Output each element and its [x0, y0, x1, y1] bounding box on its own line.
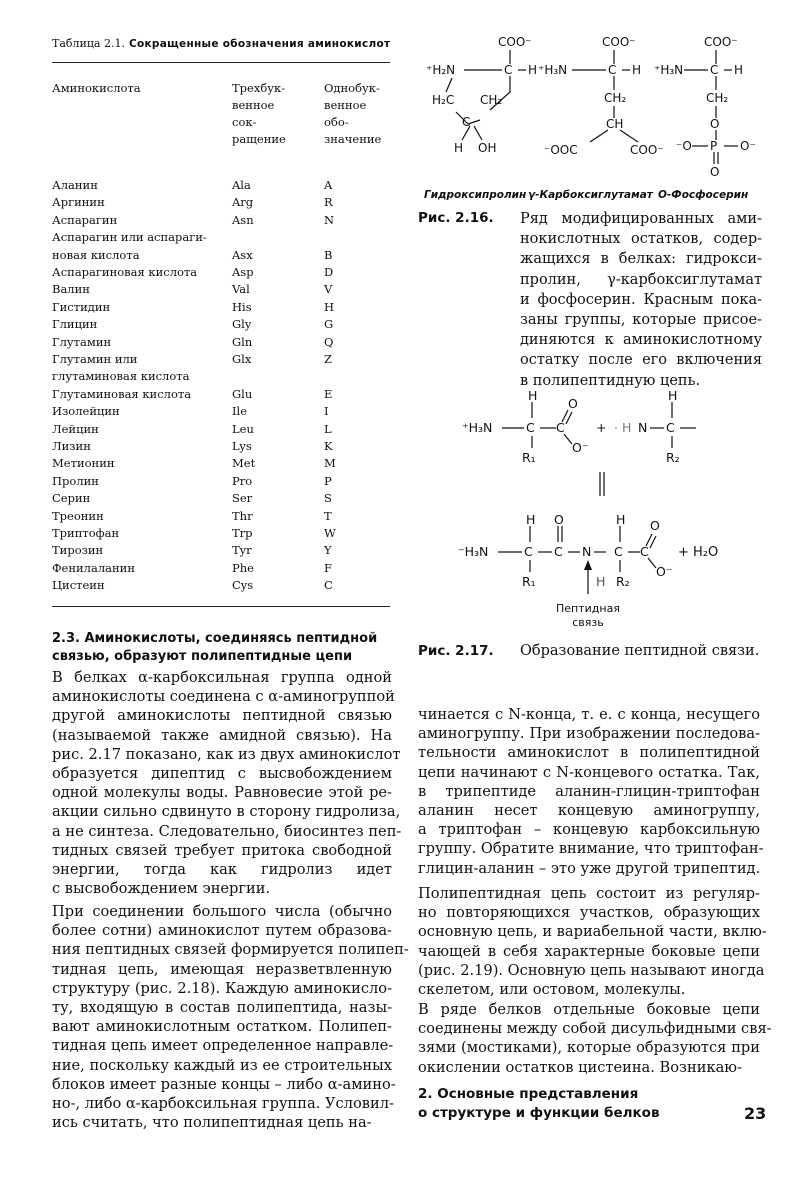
table-row: [52, 561, 392, 578]
cell-three-letter: His: [232, 299, 252, 314]
cell-three-letter: Phe: [232, 560, 254, 575]
cell-one-letter: H: [324, 299, 335, 314]
section-heading: 2.3. Аминокислоты, соединяясь пептидной связью, образуют полипептидные цепи: [52, 631, 378, 664]
page-number: 23: [744, 1104, 767, 1123]
svg-text:+: +: [596, 420, 607, 435]
table-row: [52, 404, 392, 421]
text-line: а триптофан – концевую карбоксильную: [418, 821, 760, 839]
text-line: образуется дипептид с высвобождением: [52, 764, 392, 782]
svg-text:COO⁻: COO⁻: [602, 35, 636, 49]
text-line: энергии, тогда как гидролиз идет: [52, 860, 392, 878]
cell-one-letter: S: [324, 491, 332, 506]
svg-text:· H: · H: [614, 420, 632, 435]
cell-one-letter: W: [324, 526, 336, 540]
water-product: + H₂O: [678, 545, 719, 560]
svg-text:C: C: [710, 63, 719, 77]
svg-text:H: H: [616, 512, 626, 527]
text-line: блоков имеет разные концы – либо α-амино-: [52, 1075, 396, 1093]
cell-one-letter: Y: [324, 543, 332, 558]
cell-one-letter: V: [324, 282, 333, 297]
cell-amino-acid: глутаминовая кислота: [52, 369, 190, 384]
cell-three-letter: Lys: [232, 439, 252, 453]
text-line: соединены между собой дисульфидными свя-: [418, 1020, 772, 1038]
right-paragraph-3: [418, 1000, 772, 1077]
text-line: В ряде белков отдельные боковые цепи: [418, 1001, 760, 1018]
svg-text:C: C: [640, 544, 649, 559]
cell-amino-acid: Гистидин: [52, 299, 111, 314]
table-row: [52, 352, 392, 369]
svg-text:H: H: [454, 141, 464, 155]
cell-three-letter: Glx: [232, 352, 252, 366]
cell-three-letter: Ser: [232, 491, 253, 506]
cell-one-letter: D: [324, 265, 334, 279]
cell-three-letter: Gly: [232, 317, 252, 332]
table-row: [52, 491, 392, 508]
running-footer: 2. Основные представления о структуре и функции белков: [418, 1086, 660, 1121]
svg-text:R₁: R₁: [522, 574, 536, 589]
cell-amino-acid: Лейцин: [52, 421, 99, 436]
svg-text:⁺H₃N: ⁺H₃N: [462, 420, 493, 435]
cell-amino-acid: Глутамин или: [52, 352, 138, 366]
table-top-rule: [52, 62, 390, 63]
text-line: рис. 2.17 показано, как из двух аминокислот: [52, 745, 401, 763]
cell-amino-acid: Аспарагин или аспараги-: [52, 230, 207, 245]
svg-text:C: C: [526, 420, 535, 435]
text-line: тидных связей требует притока свободной: [52, 841, 392, 859]
text-line: ту, входящую в состав полипептида, назы-: [52, 998, 392, 1016]
text-line: ния пептидных связей формируется полипеп-: [52, 941, 409, 959]
cell-one-letter: Q: [324, 334, 334, 349]
table-row: [52, 213, 392, 230]
svg-text:O: O: [710, 117, 720, 131]
svg-text:⁻O: ⁻O: [676, 139, 692, 153]
table-row: [52, 230, 392, 247]
text-line: чающей в себя характерные боковые цепи: [418, 942, 760, 960]
svg-text:R₂: R₂: [666, 450, 680, 465]
svg-text:H: H: [528, 63, 538, 77]
table-row: [52, 178, 392, 195]
text-line: но-, либо α-карбоксильная группа. Условил-: [52, 1094, 394, 1112]
peptide-bond-label-2: связь: [572, 616, 604, 629]
table-caption-prefix: Таблица 2.1.: [52, 37, 125, 50]
cell-one-letter: K: [324, 439, 333, 453]
svg-text:R₂: R₂: [616, 574, 630, 589]
table-row: [52, 387, 392, 404]
svg-text:CH₂: CH₂: [604, 91, 627, 105]
text-line: аминокислоты соединена с α-аминогруппой: [52, 688, 395, 706]
cell-one-letter: A: [324, 178, 333, 192]
cell-amino-acid: Глутамин: [52, 334, 112, 349]
text-line: чинается с N-конца, т. е. с конца, несущего: [418, 706, 760, 723]
svg-text:C: C: [614, 544, 623, 559]
fig-2-16-label: Рис. 2.16.: [418, 210, 494, 226]
table-row: [52, 509, 392, 526]
cell-three-letter: Glu: [232, 386, 253, 401]
svg-text:C: C: [462, 115, 471, 129]
svg-text:⁺H₃N: ⁺H₃N: [654, 63, 684, 77]
text-line: диняются к аминокислотному: [520, 332, 762, 349]
text-line: ние, поскольку каждый из ее строительных: [52, 1056, 392, 1074]
fig-2-17-label: Рис. 2.17.: [418, 643, 494, 659]
text-line: глицин-аланин – это уже другой трипептид.: [418, 859, 761, 877]
text-line: одной молекулы воды. Равновесие этой ре-: [52, 784, 392, 802]
cell-amino-acid: Изолейцин: [52, 404, 120, 419]
svg-text:O⁻: O⁻: [572, 440, 589, 455]
cell-one-letter: C: [324, 578, 333, 593]
text-line: скелетом, или остовом, молекулы.: [418, 980, 686, 998]
svg-text:C: C: [554, 544, 563, 559]
cell-amino-acid: Глутаминовая кислота: [52, 386, 192, 401]
table-row: [52, 335, 392, 352]
text-line: жащихся в белках: гидрокси-: [520, 251, 762, 268]
text-line: ись считать, что полипептидная цепь на-: [52, 1114, 372, 1132]
svg-text:OH: OH: [478, 141, 497, 155]
cell-amino-acid: Цистеин: [52, 578, 105, 593]
text-line: в полипептидную цепь.: [520, 372, 701, 389]
cell-three-letter: Leu: [232, 421, 254, 436]
svg-text:CH: CH: [606, 117, 624, 131]
cell-amino-acid: Тирозин: [52, 543, 104, 558]
cell-three-letter: Arg: [232, 195, 254, 210]
cell-one-letter: B: [324, 247, 333, 262]
text-line: тельности аминокислот в полипептидной: [418, 744, 760, 762]
cell-one-letter: I: [324, 404, 329, 419]
svg-text:N: N: [638, 420, 648, 435]
svg-text:COO⁻: COO⁻: [704, 35, 738, 49]
text-line: в трипептиде аланин-глицин-триптофан: [418, 782, 760, 800]
table-row: [52, 195, 392, 212]
cell-one-letter: F: [324, 560, 332, 575]
table-row: [52, 422, 392, 439]
text-line: более сотни) аминокислот путем образова-: [52, 922, 392, 940]
text-line: нокислотных остатков, содер-: [520, 231, 762, 248]
text-line: При соединении большого числа (обычно: [52, 903, 392, 920]
svg-text:C: C: [666, 420, 675, 435]
text-line: В белках α-карбоксильная группа одной: [52, 669, 392, 686]
cell-three-letter: Ala: [232, 178, 251, 192]
text-line: группу. Обратите внимание, что триптофан-: [418, 840, 764, 858]
table-row: [52, 526, 392, 543]
svg-text:O⁻: O⁻: [740, 139, 756, 153]
cell-amino-acid: Метионин: [52, 456, 115, 471]
left-paragraph-1: [52, 668, 402, 898]
cell-one-letter: T: [324, 508, 332, 523]
svg-text:H: H: [632, 63, 642, 77]
svg-text:O⁻: O⁻: [656, 564, 673, 579]
text-line: пролин, γ-карбоксиглутамат: [520, 271, 762, 288]
cell-three-letter: Ile: [232, 404, 248, 419]
text-line: а не синтеза. Следовательно, биосинтез пеп-: [52, 822, 402, 840]
cell-one-letter: P: [324, 473, 332, 488]
cell-amino-acid: Лизин: [52, 439, 91, 453]
cell-amino-acid: Пролин: [52, 473, 99, 488]
table-row: [52, 300, 392, 317]
table-bottom-rule: [52, 606, 390, 607]
cell-one-letter: Z: [324, 352, 332, 366]
fig-2-17-peptide-bond-diagram: [440, 388, 765, 633]
table-row: [52, 543, 392, 560]
cell-one-letter: R: [324, 195, 333, 210]
peptide-bond-label-1: Пептидная: [556, 602, 620, 615]
label-hydroxyproline: Гидроксипролин: [424, 189, 527, 201]
cell-amino-acid: Аланин: [52, 178, 98, 192]
svg-text:C: C: [608, 63, 617, 77]
cell-three-letter: Asp: [232, 265, 254, 279]
text-line: цепи начинают с N-концевого остатка. Так,: [418, 763, 760, 781]
svg-text:H₂C: H₂C: [432, 93, 455, 107]
svg-text:⁺H₃N: ⁺H₃N: [538, 63, 568, 77]
table-caption: [52, 37, 390, 50]
label-phosphoserine: О-Фосфосерин: [658, 189, 749, 201]
svg-text:C: C: [556, 420, 565, 435]
cell-amino-acid: Триптофан: [52, 526, 120, 540]
cell-three-letter: Tyr: [232, 543, 252, 558]
cell-three-letter: Cys: [232, 578, 254, 593]
cell-amino-acid: Аспарагин: [52, 212, 118, 227]
cell-three-letter: Asx: [232, 247, 253, 262]
cell-three-letter: Thr: [232, 508, 253, 523]
svg-text:COO⁻: COO⁻: [630, 143, 664, 157]
table-row: [52, 474, 392, 491]
table-row: [52, 456, 392, 473]
svg-text:CH₂: CH₂: [480, 93, 503, 107]
svg-text:H: H: [734, 63, 744, 77]
svg-text:O: O: [568, 396, 578, 411]
cell-amino-acid: Валин: [52, 282, 90, 297]
text-line: окислении остатков цистеина. Возникаю-: [418, 1058, 742, 1076]
svg-text:O: O: [710, 165, 720, 179]
text-line: Полипептидная цепь состоит из регуляр-: [418, 885, 760, 902]
cell-three-letter: Pro: [232, 473, 253, 488]
table-header-three-letter: Трехбук- венное сок- ращение: [232, 81, 286, 146]
svg-text:N: N: [582, 544, 592, 559]
text-line: Ряд модифицированных ами-: [520, 211, 762, 227]
text-line: с высвобождением энергии.: [52, 880, 271, 898]
table-row: [52, 369, 392, 386]
text-line: структуру (рис. 2.18). Каждую аминокисло-: [52, 979, 392, 997]
cell-amino-acid: Серин: [52, 491, 91, 506]
table-caption-title: Сокращенные обозначения аминокислот: [128, 38, 391, 50]
text-line: основную цепь, и вариабельной части, вклю-: [418, 923, 767, 941]
text-line: тидная цепь, имеющая неразветвленную: [52, 960, 392, 978]
svg-text:C: C: [504, 63, 513, 77]
table-row: [52, 248, 392, 265]
svg-text:H: H: [596, 574, 606, 589]
table-row: [52, 282, 392, 299]
table-header-amino-acid: Аминокислота: [52, 81, 141, 95]
fig-2-16-structures: [418, 30, 763, 210]
svg-text:⁺H₂N: ⁺H₂N: [426, 63, 456, 77]
text-line: и фосфосерин. Красным пока-: [520, 291, 762, 308]
cell-three-letter: Met: [232, 456, 256, 471]
svg-text:COO⁻: COO⁻: [498, 35, 532, 49]
cell-one-letter: E: [324, 386, 333, 401]
table-row: [52, 578, 392, 595]
table-row: [52, 265, 392, 282]
svg-text:CH₂: CH₂: [706, 91, 729, 105]
svg-text:⁻OOC: ⁻OOC: [544, 143, 578, 157]
cell-one-letter: G: [324, 317, 334, 332]
table-row: [52, 317, 392, 334]
cell-amino-acid: Треонин: [52, 508, 104, 523]
svg-text:C: C: [524, 544, 533, 559]
label-carboxyglutamate: γ-Карбоксиглутамат: [528, 189, 653, 201]
text-line: заны группы, которые присое-: [520, 311, 762, 328]
cell-amino-acid: новая кислота: [52, 247, 140, 262]
svg-text:P: P: [710, 139, 718, 153]
svg-text:O: O: [650, 518, 660, 533]
left-paragraph-2: [52, 902, 409, 1132]
svg-text:H: H: [526, 512, 536, 527]
cell-amino-acid: Аспарагиновая кислота: [52, 265, 198, 279]
cell-amino-acid: Фенилаланин: [52, 560, 135, 575]
cell-one-letter: L: [324, 421, 332, 436]
text-line: (рис. 2.19). Основную цепь называют иногда: [418, 961, 765, 979]
svg-text:O: O: [554, 512, 564, 527]
table-row: [52, 439, 392, 456]
text-line: аланин несет концевую аминогруппу,: [418, 801, 760, 819]
text-line: вают аминокислотным остатком. Полипеп-: [52, 1018, 392, 1036]
cell-three-letter: Gln: [232, 334, 253, 349]
cell-one-letter: M: [324, 456, 336, 471]
right-paragraph-1: [418, 705, 764, 878]
text-line: (называемой также амидной связью). На: [52, 726, 392, 744]
text-line: другой аминокислоты пептидной связью: [52, 707, 392, 725]
cell-amino-acid: Глицин: [52, 317, 98, 332]
text-line: аминогруппу. При изображении последова-: [418, 725, 760, 743]
text-line: тидная цепь имеет определенное направле-: [52, 1037, 394, 1055]
cell-three-letter: Asn: [232, 212, 254, 227]
cell-three-letter: Val: [232, 282, 250, 297]
right-paragraph-2: [418, 884, 767, 999]
text-line: акции сильно сдвинуто в сторону гидролиза,: [52, 803, 401, 821]
text-line: но повторяющихся участков, образующих: [418, 904, 760, 922]
cell-amino-acid: Аргинин: [52, 195, 105, 210]
text-line: остатку после его включения: [520, 352, 762, 369]
cell-one-letter: N: [324, 212, 335, 227]
table-header-one-letter: Однобук- венное обо- значение: [324, 81, 382, 146]
svg-text:H: H: [668, 388, 678, 403]
svg-text:R₁: R₁: [522, 450, 536, 465]
svg-text:⁻H₃N: ⁻H₃N: [458, 544, 489, 559]
fig-2-17-caption: Образование пептидной связи.: [520, 643, 760, 659]
svg-text:H: H: [528, 388, 538, 403]
fig-2-16-caption: [520, 209, 762, 391]
cell-three-letter: Trp: [232, 526, 253, 540]
text-line: зями (мостиками), которые образуются при: [418, 1039, 760, 1057]
